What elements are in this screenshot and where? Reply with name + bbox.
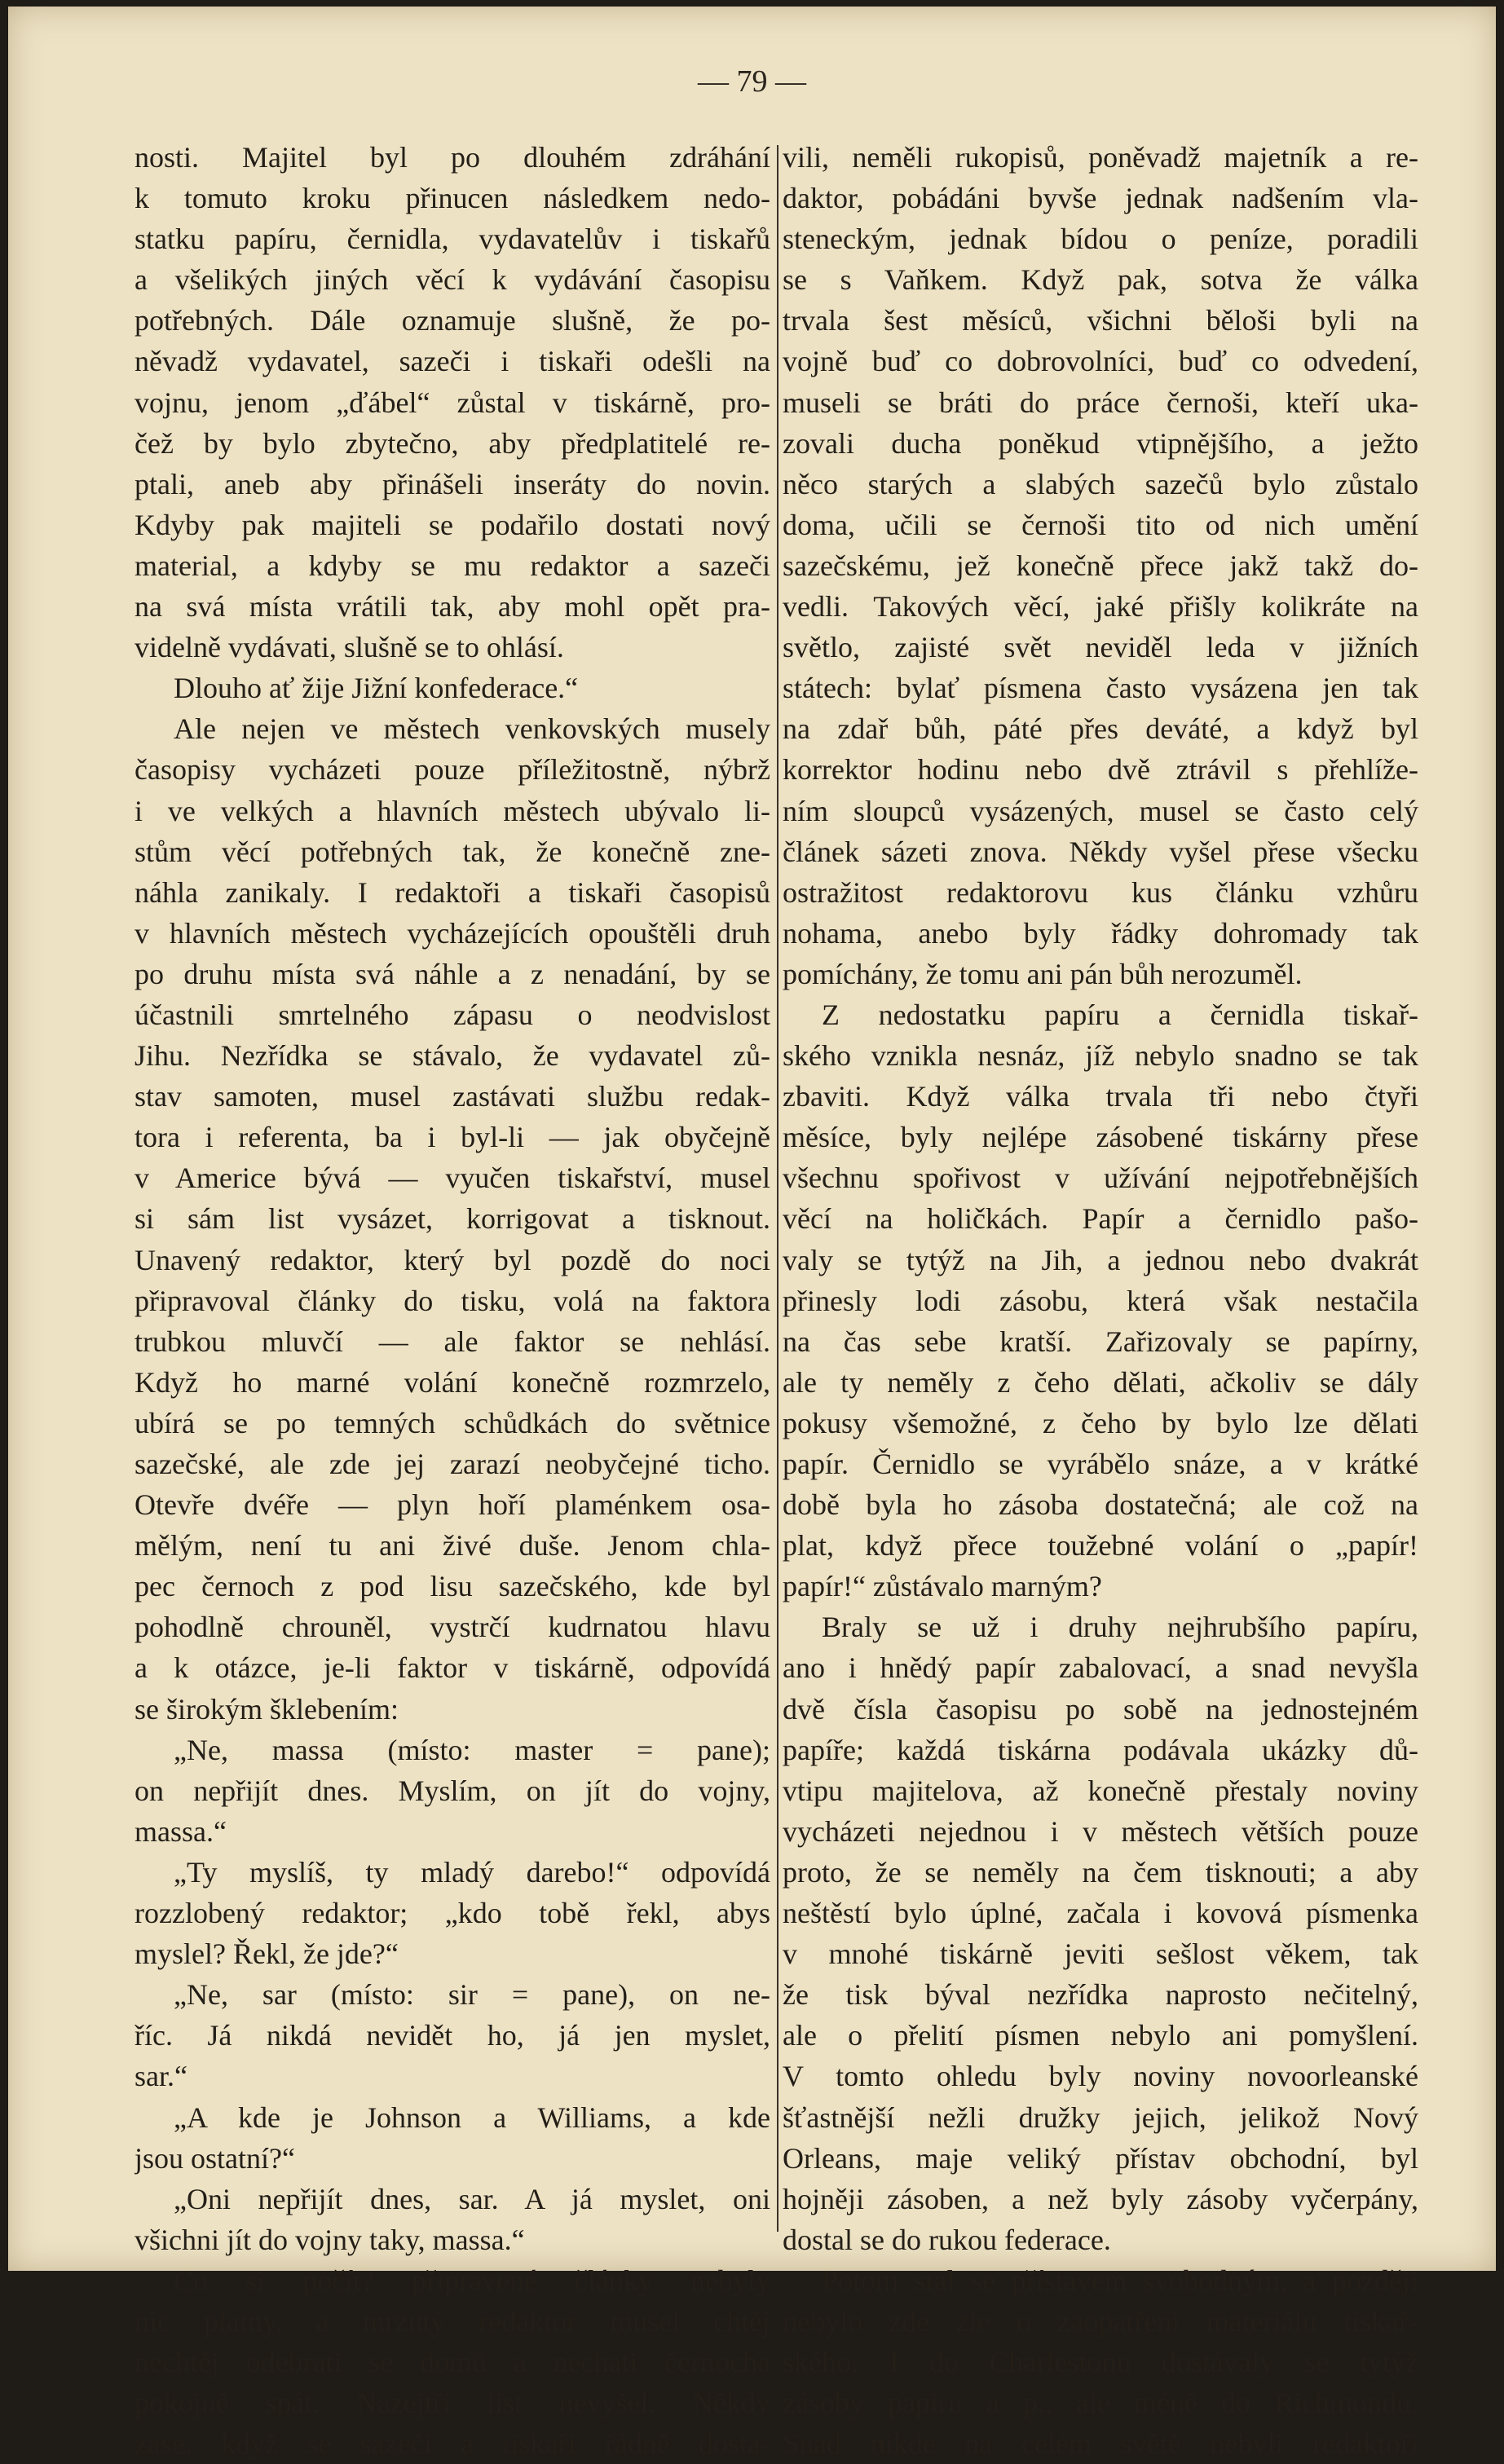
- column-divider: [777, 145, 778, 2232]
- text-line: něco starých a slabých sazečů bylo zůstalo: [783, 467, 1418, 500]
- text-line: připravoval články do tisku, volá na faktora: [135, 1284, 770, 1317]
- text-line: pomíchány, že tomu ani pán bůh nerozuměl.: [783, 957, 1303, 990]
- text-line: po druhu místa svá náhle a z nenadání, by se: [135, 957, 770, 990]
- text-line: papír!“ zůstávalo marným?: [783, 1570, 1102, 1603]
- text-line: trvala šest měsíců, všichni běloši byli na: [783, 304, 1418, 337]
- text-line: si sám list vysázet, korrigovat a tisknout.: [135, 1202, 770, 1236]
- text-line: „A kde je Johnson a Williams, a kde: [174, 2100, 770, 2134]
- text-line: Potom stal se přístavem svobodným, a později: [822, 2263, 1418, 2297]
- text-line: pec černoch z pod lisu sazečského, kde byl: [135, 1570, 770, 1603]
- text-line: stav samoten, musel zastávati službu redak-: [135, 1080, 770, 1113]
- book-page: [8, 7, 1496, 2461]
- text-line: ale ty neměly z čeho dělati, ačkoliv se dály: [783, 1365, 1418, 1399]
- text-line: Unavený redaktor, který byl pozdě do noci: [135, 1243, 770, 1276]
- text-line: ano i hnědý papír zabalovací, a snad nevyšla: [783, 1651, 1418, 1685]
- text-line: a všelikých jiných věcí k vydávání časopisu: [135, 263, 770, 297]
- text-line: sazečské, ale zde jej zarazí neobyčejné ticho.: [135, 1448, 770, 1480]
- text-line: valy se tytýž na Jih, a jednou nebo dvakrát: [783, 1243, 1418, 1276]
- text-line: nic platny, a mrzutý redaktor musel chtěj: [135, 2304, 770, 2338]
- text-line: hojněji zásoben, a než byly zásoby vyčerpány,: [783, 2182, 1418, 2215]
- text-line: zovali ducha poněkud vtipnějšího, a ježto: [783, 426, 1418, 460]
- text-line: v Americe bývá — vyučen tiskařství, musel: [135, 1161, 770, 1195]
- text-line: nosti. Majitel byl po dlouhém zdráhání: [135, 141, 770, 174]
- text-line: videlně vydávati, slušně se to ohlásí.: [135, 631, 564, 664]
- text-line: zbaviti. Když válka trvala tři nebo čtyři: [783, 1080, 1418, 1113]
- text-line: vtipu majitelova, až konečně přestaly noviny: [783, 1774, 1418, 1807]
- text-line: čež by bylo zbytečno, aby předplatitelé re-: [135, 426, 770, 460]
- text-line: Kdyby pak majiteli se podařilo dostati nový: [135, 508, 770, 541]
- text-line: ostražitost redaktorovu kus článku vzhůru: [783, 875, 1418, 909]
- text-line: Z nedostatku papíru a černidla tiskař-: [822, 998, 1418, 1031]
- text-line: Orleans, maje veliký přístav obchodní, byl: [783, 2141, 1418, 2175]
- text-line: „Ne, sar (místo: sir = pane), on ne-: [174, 1978, 770, 2012]
- text-line: dvě čísla časopisu po sobě na jednostejném: [783, 1692, 1418, 1726]
- text-line: on nepřijít dnes. Myslím, on jít do vojny,: [135, 1774, 770, 1807]
- text-line: Co si počít? připravené články nebyly: [174, 2263, 770, 2297]
- text-line: říc. Já nikdá nevidět ho, já jen myslet,: [135, 2019, 770, 2052]
- text-line: časopisy vycházeti pouze příležitostně, nýbrž: [135, 753, 770, 787]
- text-column-right: [783, 137, 1418, 2464]
- text-line: ale o přelití písmen nebylo ani pomyšlení.: [783, 2019, 1418, 2052]
- text-line: vedli. Takových věcí, jaké přišly kolikráte na: [783, 590, 1418, 624]
- text-line: massa.“: [135, 1814, 227, 1848]
- text-line: se s Vaňkem. Když pak, sotva že válka: [783, 263, 1418, 297]
- text-line: Jihu. Nezřídka se stávalo, že vydavatel zů-: [135, 1039, 770, 1073]
- text-line: sazečskému, jež konečně přece jakž takž do-: [783, 549, 1418, 582]
- text-line: všechnu spořivost v užívání nejpotřebnějších: [783, 1161, 1418, 1195]
- text-line: myslel? Řekl, že jde?“: [135, 1937, 399, 1971]
- text-line: jsou ostatní?“: [135, 2141, 295, 2175]
- text-line: v hlavních městech vycházejících opouštěli druh: [135, 916, 770, 950]
- text-line: mělým, není tu ani živé duše. Jenom chla-: [135, 1529, 770, 1563]
- text-line: trubkou mluvčí — ale faktor se nehlásí.: [135, 1325, 770, 1358]
- text-line: se širokým šklebením:: [135, 1692, 399, 1726]
- text-line: vojně buď co dobrovolníci, buď co odvedení,: [783, 345, 1418, 378]
- text-line: době byla ho zásoba dostatečná; ale což na: [783, 1488, 1418, 1522]
- text-line: na svá místa vrátili tak, aby mohl opět pra-: [135, 590, 770, 624]
- text-line: statku papíru, černidla, vydavatelův i tiskařů: [135, 223, 770, 256]
- text-line: dostal se do rukou federace.: [783, 2223, 1111, 2256]
- text-line: Snad nikde na celém světě nebyli redaktoři: [783, 2427, 1418, 2461]
- text-line: papír. Černidlo se vyrábělo snáze, a v krátké: [783, 1448, 1418, 1480]
- text-line: papíře; každá tiskárna podávala ukázky dů-: [783, 1733, 1418, 1766]
- text-line: museli se bráti do práce černoši, kteří uka-: [783, 386, 1418, 419]
- text-line: přinesly lodi zásobu, která však nestačila: [783, 1284, 1418, 1317]
- text-line: V tomto ohledu byly noviny novoorleanské: [783, 2060, 1418, 2093]
- text-line: náhla zanikaly. I redaktoři a tiskaři časopisů: [135, 875, 770, 909]
- text-line: Otevře dvéře — plyn hoří plaménkem osa-: [135, 1488, 770, 1522]
- text-line: i ve velkých a hlavních městech ubývalo li-: [135, 794, 770, 827]
- text-line: ubírá se po temných schůdkách do světnice: [135, 1406, 770, 1439]
- text-line: ského. I do Charlestonu dostávaly se tytýž: [783, 2346, 1418, 2379]
- text-line: nechtěj odebrati se domů a nechati černocha: [135, 2346, 770, 2379]
- text-line: ním sloupců vysázených, musel se často celý: [783, 794, 1418, 827]
- text-line: na čas sebe kratší. Zařizovaly se papírny,: [783, 1325, 1418, 1358]
- text-line: rozzlobený redaktor; „kdo tobě řekl, abys: [135, 1897, 770, 1930]
- text-line: potřebných. Dále oznamuje slušně, že po-: [135, 304, 770, 337]
- text-line: účastnili smrtelného zápasu o neodvislost: [135, 998, 770, 1031]
- text-line: všichni jít do vojny taky, massa.“: [135, 2223, 525, 2256]
- text-line: vojnu, jenom „ďábel“ zůstal v tiskárně, pro-: [135, 386, 770, 419]
- text-line: plat, když přece toužebné volání o „papír!: [783, 1529, 1418, 1563]
- text-line: k tomuto kroku přinucen následkem nedo-: [135, 182, 770, 215]
- text-line: že tisk býval nezřídka naprosto nečitelný,: [783, 1978, 1418, 2012]
- text-line: „Oni nepřijít dnes, sar. A já myslet, oni: [174, 2182, 770, 2215]
- text-line: pokojně spát. Nazejtří list nevyšel. Někdy: [135, 2387, 770, 2420]
- text-line: článek sázeti znova. Někdy vyšel přese všecku: [783, 835, 1418, 868]
- text-column-left: [135, 137, 770, 2464]
- text-line: nohama, anebo byly řádky dohromady tak: [783, 916, 1418, 950]
- text-line: ského vznikla nesnáz, jíž nebylo snadno se tak: [783, 1039, 1418, 1073]
- text-line: doma, učili se černoši tito od nich umění: [783, 508, 1418, 541]
- text-line: korrektor hodinu nebo dvě ztrávil s přehlíže-: [783, 753, 1418, 787]
- text-line: a k otázce, je-li faktor v tiskárně, odpovídá: [135, 1651, 770, 1685]
- text-line: ptali, aneb aby přinášeli inseráty do novin.: [135, 467, 770, 500]
- text-line: proto, že se neměly na čem tisknouti; a aby: [783, 1855, 1418, 1889]
- text-line: státech: bylať písmena často vysázena jen tak: [783, 672, 1418, 705]
- text-line: něvadž vydavatel, sazeči i tiskaři odešli na: [135, 345, 770, 378]
- text-line: měsíce, byly nejlépe zásobené tiskárny přese: [783, 1121, 1418, 1154]
- text-line: „Ty myslíš, ty mladý darebo!“ odpovídá: [174, 1855, 770, 1889]
- text-line: pokusy všemožné, z čeho by bylo lze dělati: [783, 1406, 1418, 1439]
- text-line: sar.“: [135, 2060, 187, 2093]
- text-line: Braly se už i druhy nejhrubšího papíru,: [822, 1611, 1418, 1644]
- text-line: stům věcí potřebných tak, že konečně zne-: [135, 835, 770, 868]
- text-line: v mnohé tiskárně jeviti sešlost věkem, tak: [783, 1937, 1418, 1971]
- text-line: nebylo zde zle o zaopatření materiálu tiskař-: [783, 2304, 1418, 2338]
- text-line: zase, když se sazeči a tiskaři řádně dosta-: [135, 2427, 770, 2461]
- text-line: vili, neměli rukopisů, poněvadž majetník a re-: [783, 141, 1418, 174]
- text-line: vycházeti nejednou i v městech větších pouze: [783, 1814, 1418, 1848]
- text-line: Dlouho ať žije Jižní konfederace.“: [174, 672, 579, 705]
- text-line: material, a kdyby se mu redaktor a sazeči: [135, 549, 770, 582]
- text-line: steneckým, jednak bídou o peníze, poradili: [783, 223, 1418, 256]
- text-line: Když ho marné volání konečně rozmrzelo,: [135, 1365, 770, 1399]
- text-line: věcí na holičkách. Papír a černidlo pašo-: [783, 1202, 1418, 1236]
- text-line: pohodlně chrouněl, vystrčí kudrnatou hlavu: [135, 1611, 770, 1644]
- text-line: neštěstí bylo úplné, začala i kovová písmenka: [783, 1897, 1418, 1930]
- text-line: Ale nejen ve městech venkovských musely: [174, 712, 770, 746]
- page-number: — 79 —: [698, 64, 806, 99]
- text-line: světlo, zajisté svět neviděl leda v jižních: [783, 631, 1418, 664]
- text-line: „Ne, massa (místo: master = pane);: [174, 1733, 770, 1766]
- text-line: zásoby papíru a p., ale méně do Richmondu.: [783, 2387, 1418, 2420]
- text-line: daktor, pobádáni byvše jednak nadšením vla-: [783, 182, 1418, 215]
- text-line: tora i referenta, ba i byl-li — jak obyčejně: [135, 1121, 770, 1154]
- text-line: šťastnější nežli družky jejich, jelikož Nový: [783, 2100, 1418, 2134]
- text-line: na zdař bůh, páté přes deváté, a když byl: [783, 712, 1418, 746]
